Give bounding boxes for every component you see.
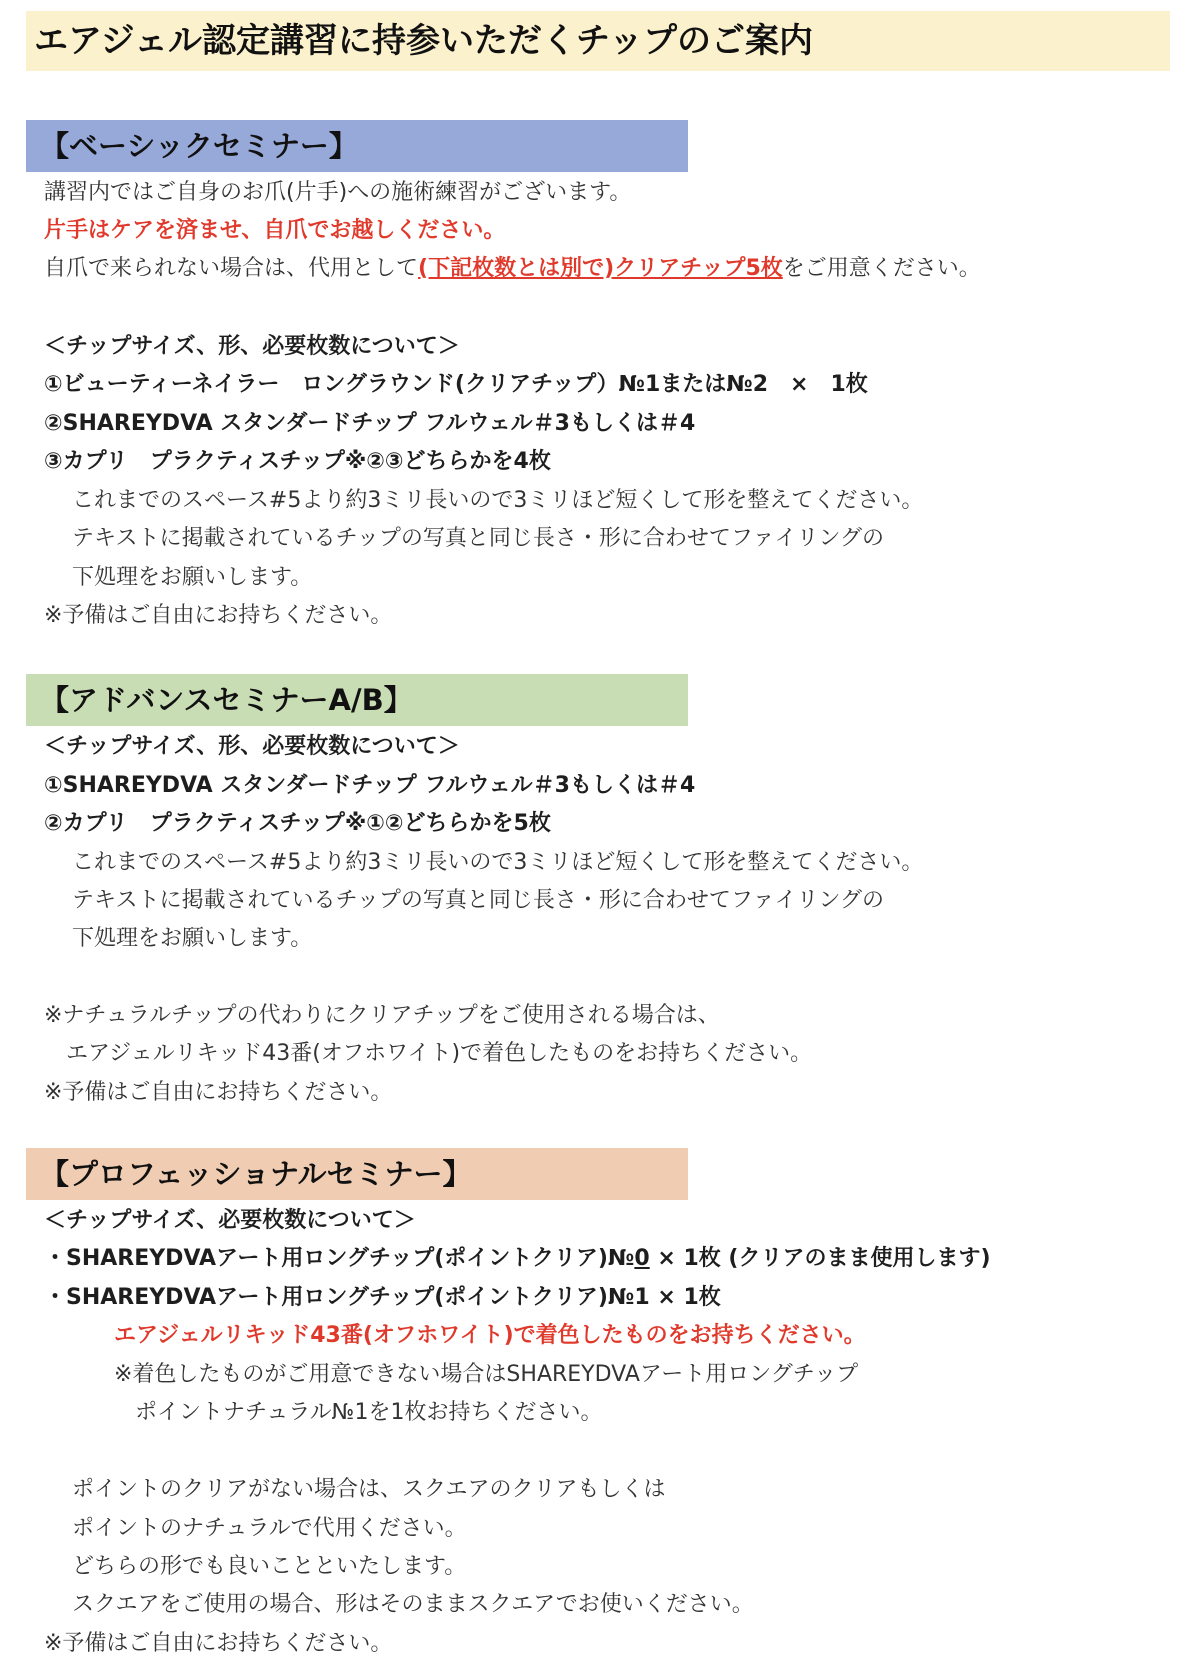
basic-alternative <box>44 254 981 284</box>
pro-paragraph-2: ポイントのナチュラルで代用ください。 <box>72 1516 467 1541</box>
advance-note-2: テキストに掲載されているチップの写真と同じ長さ・形に合わせてファイリングの <box>72 888 885 913</box>
advance-item-1: ①SHAREYDVA スタンダードチップ フルウェル＃3もしくは＃4 <box>44 773 696 798</box>
basic-item-1: ①ビューティーネイラー ロングラウンド(クリアチップ）№1または№2 × 1枚 <box>44 372 868 397</box>
pro-item-2: ・SHAREYDVAアート用ロングチップ(ポイントクリア)№1 × 1枚 <box>44 1285 721 1310</box>
advance-natural-note-1: ※ナチュラルチップの代わりにクリアチップをご使用される場合は、 <box>44 1003 720 1028</box>
pro-item-1-prefix: ・SHAREYDVAアート用ロングチップ(ポイントクリア)№ <box>44 1246 635 1271</box>
pro-color-note: エアジェルリキッド43番(オフホワイト)で着色したものをお持ちください。 <box>114 1323 866 1348</box>
basic-sizes-heading: ＜チップサイズ、形、必要枚数について＞ <box>44 334 460 359</box>
basic-note-2: テキストに掲載されているチップの写真と同じ長さ・形に合わせてファイリングの <box>72 526 885 551</box>
advance-sizes-heading: ＜チップサイズ、形、必要枚数について＞ <box>44 734 460 759</box>
basic-item-2: ②SHAREYDVA スタンダードチップ フルウェル＃3もしくは＃4 <box>44 411 696 436</box>
basic-intro: 講習内ではご自身のお爪(片手)への施術練習がございます。 <box>44 180 632 205</box>
advance-item-2: ②カプリ プラクティスチップ※①②どちらかを5枚 <box>44 811 551 836</box>
basic-seminar-heading: 【ベーシックセミナー】 <box>26 120 688 172</box>
advance-spare-note: ※予備はご自由にお持ちください。 <box>44 1080 393 1105</box>
pro-item-1-suffix: × 1枚 (クリアのまま使用します) <box>649 1246 991 1271</box>
advance-seminar-heading: 【アドバンスセミナーA/B】 <box>26 674 688 726</box>
advance-natural-note-2: エアジェルリキッド43番(オフホワイト)で着色したものをお持ちください。 <box>66 1041 813 1066</box>
pro-alt-note-2: ポイントナチュラル№1を1枚お持ちください。 <box>135 1400 603 1425</box>
pro-paragraph-4: スクエアをご使用の場合、形はそのままスクエアでお使いください。 <box>72 1592 754 1617</box>
basic-item-3: ③カプリ プラクティスチップ※②③どちらかを4枚 <box>44 449 551 474</box>
pro-paragraph-3: どちらの形でも良いことといたします。 <box>72 1554 467 1579</box>
basic-note-1: これまでのスペース#5より約3ミリ長いので3ミリほど短くして形を整えてください。 <box>72 488 924 513</box>
basic-spare-note: ※予備はご自由にお持ちください。 <box>44 603 393 628</box>
pro-alt-note-1: ※着色したものがご用意できない場合はSHAREYDVAアート用ロングチップ <box>114 1362 859 1387</box>
basic-note-3: 下処理をお願いします。 <box>72 565 313 590</box>
pro-seminar-heading: 【プロフェッショナルセミナー】 <box>26 1148 688 1200</box>
pro-item-1 <box>44 1244 991 1274</box>
pro-sizes-heading: ＜チップサイズ、必要枚数について＞ <box>44 1208 416 1233</box>
pro-item-1-number: 0 <box>634 1246 650 1271</box>
pro-spare-note: ※予備はご自由にお持ちください。 <box>44 1631 393 1656</box>
basic-alt-prefix: 自爪で来られない場合は、代用として <box>44 256 419 281</box>
page-title: エアジェル認定講習に持参いただくチップのご案内 <box>26 11 1170 71</box>
basic-alt-suffix: をご用意ください。 <box>782 256 981 281</box>
basic-alt-highlight: (下記枚数とは別で)クリアチップ5枚 <box>418 256 783 281</box>
advance-note-1: これまでのスペース#5より約3ミリ長いので3ミリほど短くして形を整えてください。 <box>72 850 924 875</box>
basic-warning: 片手はケアを済ませ、自爪でお越しください。 <box>44 218 506 243</box>
pro-paragraph-1: ポイントのクリアがない場合は、スクエアのクリアもしくは <box>72 1477 666 1502</box>
advance-note-3: 下処理をお願いします。 <box>72 926 313 951</box>
